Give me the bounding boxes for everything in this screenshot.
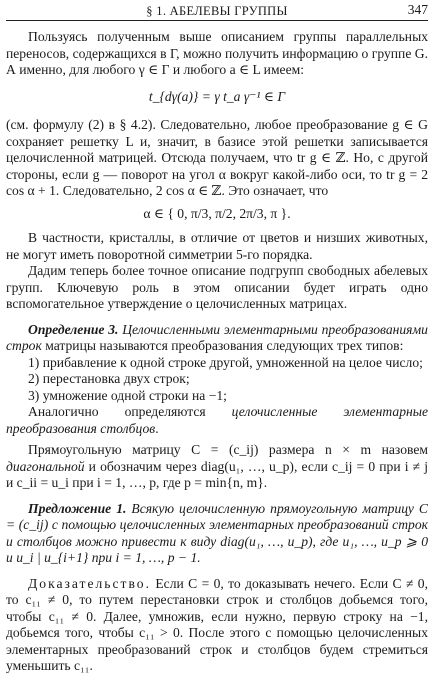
running-header (6, 2, 428, 21)
paragraph-diagonal-matrix (6, 442, 428, 492)
analog-suffix: . (155, 420, 159, 436)
proposition-label: Предложение 1. (28, 500, 127, 516)
definition-block (6, 322, 428, 438)
definition-label: Определение 3. (28, 321, 119, 337)
paragraph-trace-argument: (см. формулу (2) в § 4.2). Следовательно, любое преобразование g ∈ G сохраняет решетку L и, значит, в базисе этой решетки записывается целочисленной матрицей. Отсюда получаем, что tr g ∈ ℤ. Но, с другой стороны, если g — поворот на угол α вокруг какой-либо оси, то tr g = 2 cos α + 1. Следовательно, 2 cos α ∈ ℤ. Это означает, что (6, 117, 428, 198)
diagonal-text-a: Прямоугольную матрицу C = (c_ij) размера n × m назовем (28, 442, 428, 457)
analog-term: целочисленные элементарные преобразования столбцов (6, 404, 428, 436)
definition-item-3: 3) умножение одной строки на −1; (28, 387, 227, 403)
paragraph-intro: Пользуясь полученным выше описанием группы параллельных переносов, содержащихся в Γ, можно получить информацию о группе G. А именно, для любого γ ∈ Γ и любого a ∈ L имеем: (6, 29, 428, 77)
proof-text: Если C = 0, то доказывать нечего. Если C ≠ 0, то c₁₁ ≠ 0, то путем перестановки строк и столбцов добьемся того, чтобы c₁₁ ≠ 0. Далее, умножив, если нужно, первую строку на −1, добьемся того, чтобы c₁₁ > 0. После этого с помощью целочисленных элементарных преобразований строк и столбцов будем стремиться уменьшить c₁₁. (6, 575, 428, 673)
paragraph-subgroups: Дадим теперь более точное описание подгрупп свободных абелевых групп. Ключевую роль в этом описании будет играть одно вспомогательное утверждение о целочисленных матрицах. (6, 263, 428, 311)
paragraph-crystals: В частности, кристаллы, в отличие от цветов и низших животных, не могут иметь поворотной симметрии 5-го порядка. (6, 230, 428, 262)
diagonal-term: диагональной (6, 458, 85, 474)
formula-translation: t_{dγ(a)} = γ t_a γ⁻¹ ∈ Γ (148, 88, 286, 104)
definition-item-2: 2) перестановка двух строк; (28, 371, 190, 386)
page-number: 347 (407, 2, 428, 17)
proposition-text: Всякую целочисленную прямоугольную матрицу C = (c_ij) с помощью целочисленных элементарных преобразований строк и столбцов можно привести к виду diag(u₁, …, u_p), где u₁, …, u_p ⩾ 0 и u_i | u_{i+1} при i = 1, …, p − 1. (6, 500, 428, 565)
section-title: § 1. АБЕЛЕВЫ ГРУППЫ (146, 4, 288, 18)
diagonal-text-b: и обозначим через diag(u₁, …, u_p), если c_ij = 0 при i ≠ j и c_ii = u_i при i = 1, …, p, где p = min{n, m}. (6, 458, 428, 490)
definition-item-1: 1) прибавление к одной строке другой, умноженной на целое число; (28, 354, 423, 370)
proof-block (6, 576, 428, 675)
definition-text: матрицы называются преобразования следующих трех типов: (41, 338, 404, 353)
analog-prefix: Аналогично определяются (28, 404, 232, 419)
definition-term: Целочисленными элементарными преобразованиями строк (6, 321, 428, 353)
proof-label: Доказательство. (28, 575, 152, 591)
proposition-block (6, 501, 428, 567)
page-body (6, 29, 428, 675)
formula-angles: α ∈ { 0, π/3, π/2, 2π/3, π }. (143, 205, 291, 221)
